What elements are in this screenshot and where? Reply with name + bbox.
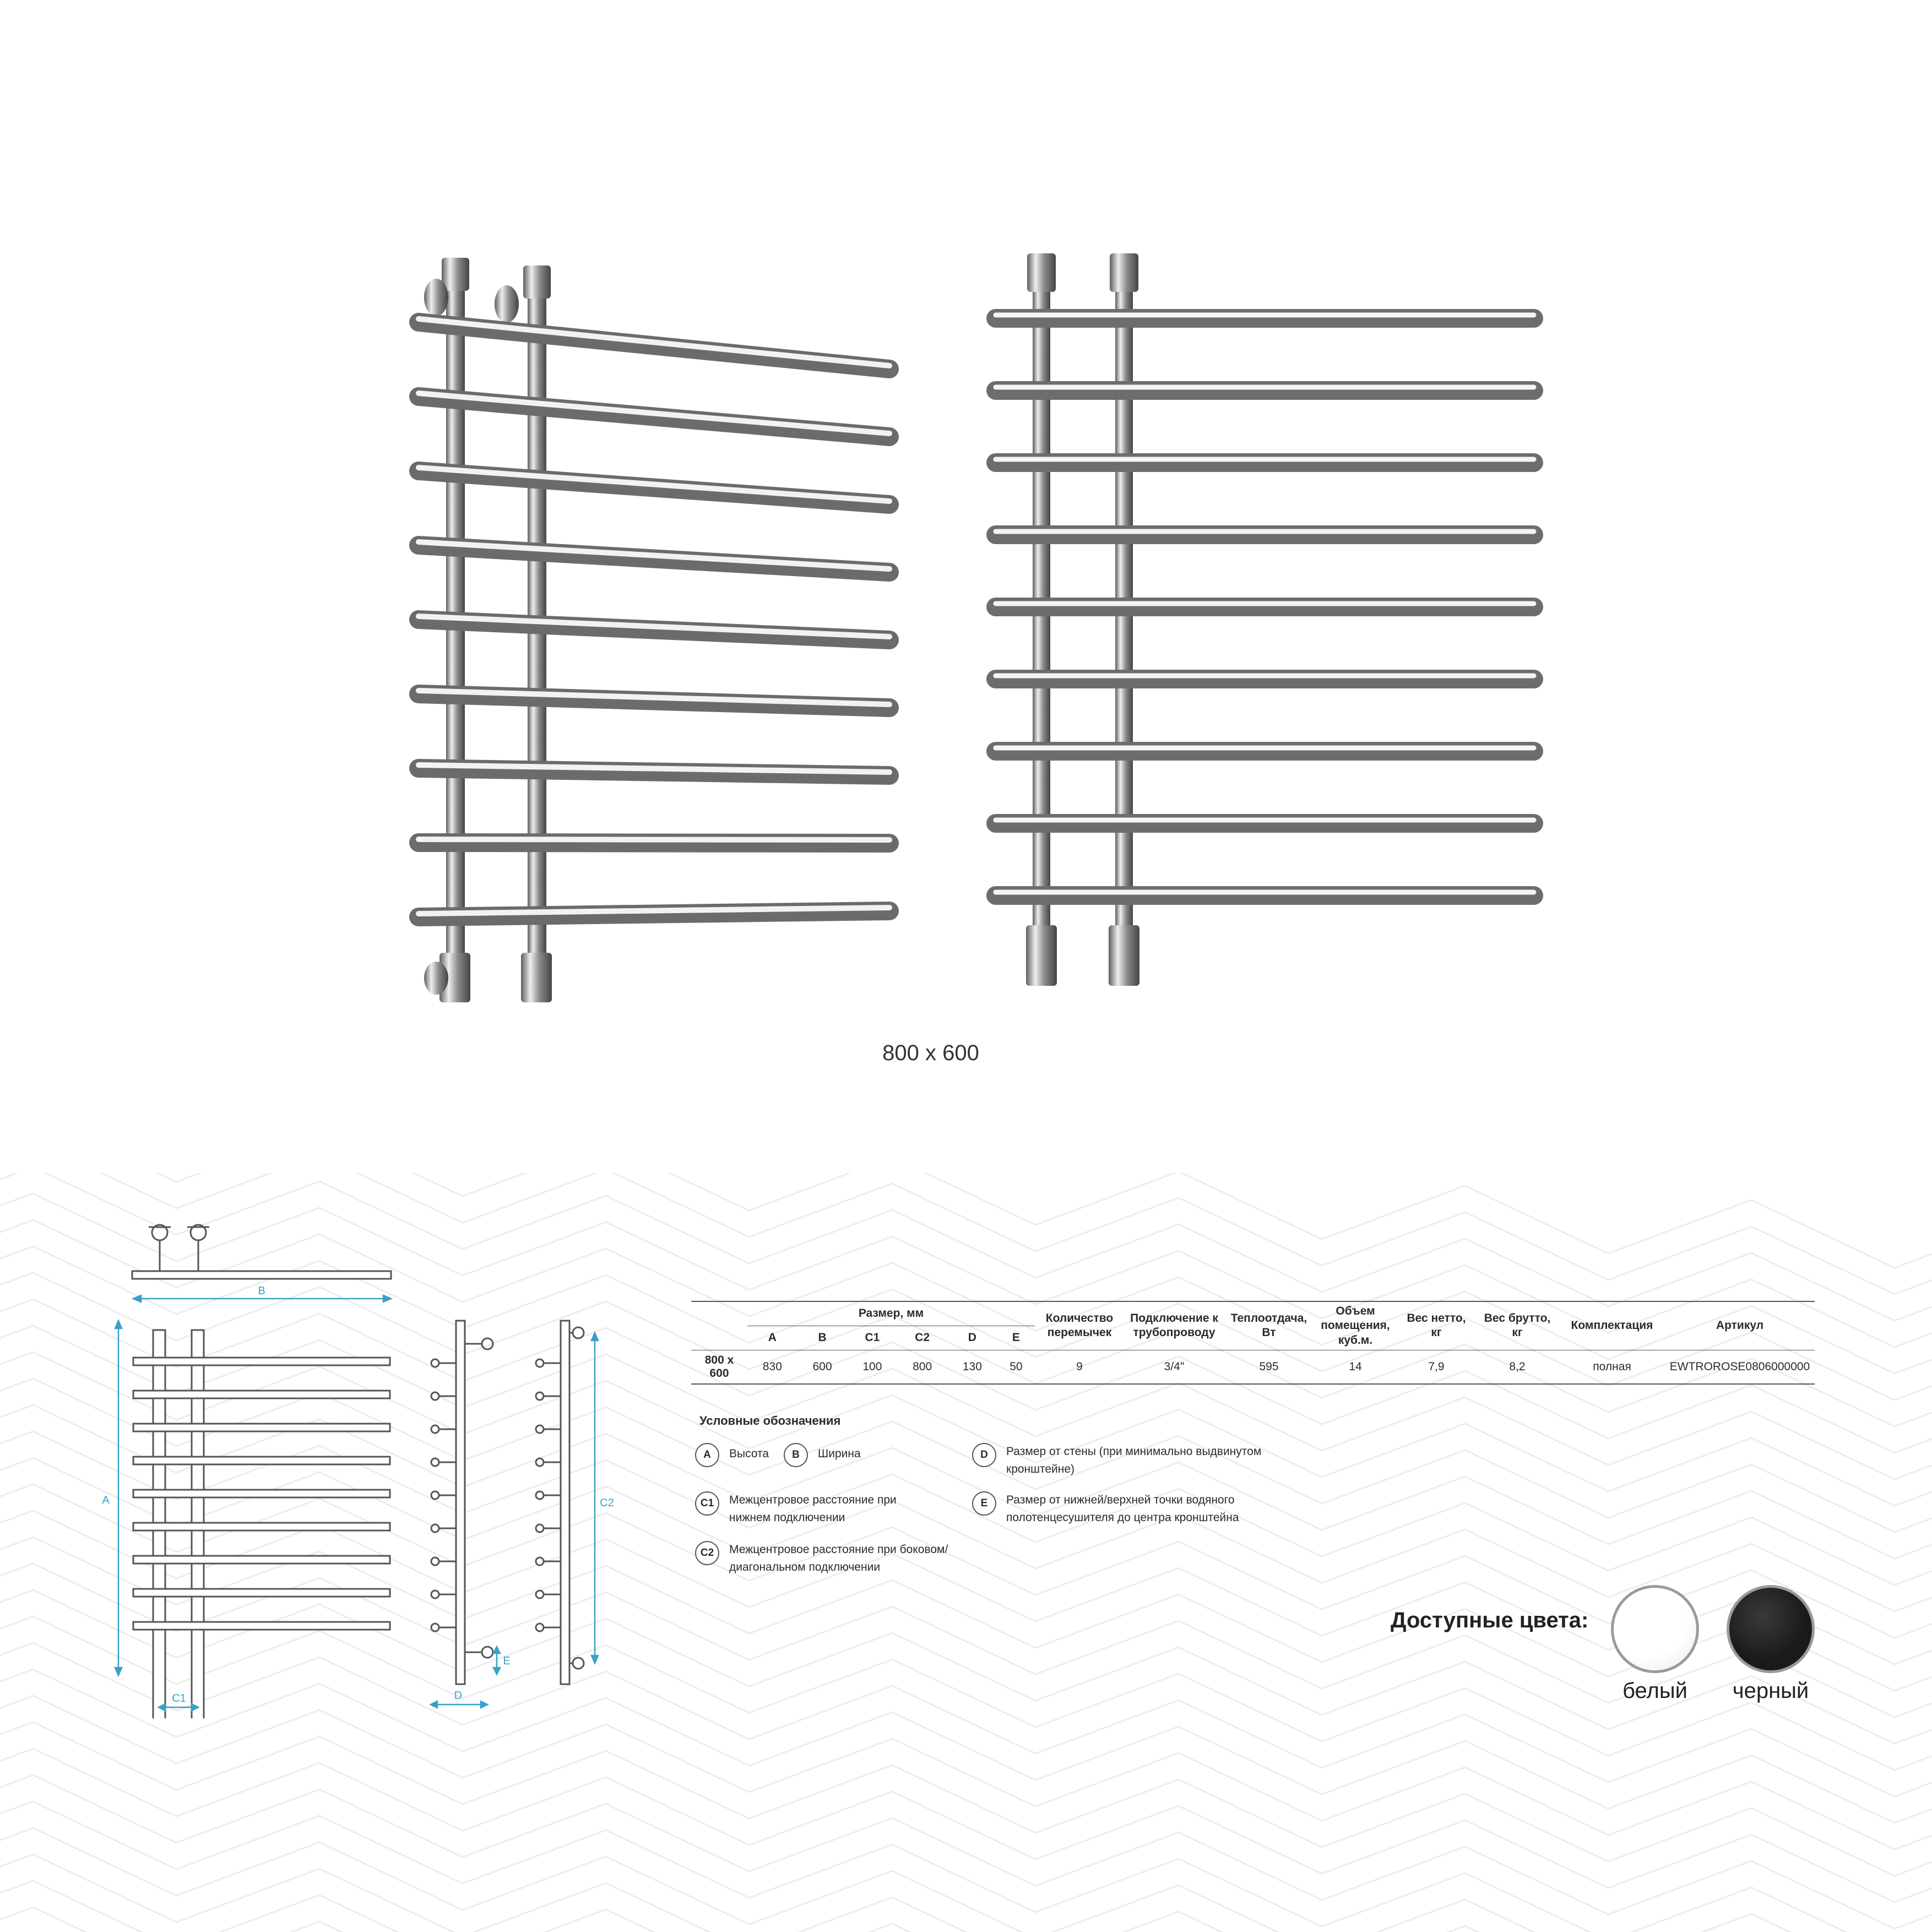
drawing-bar-end: [431, 1458, 561, 1466]
header-heat: Теплоотдача, Вт: [1224, 1301, 1314, 1350]
towel-bar: [996, 315, 1534, 318]
cell-kit: полная: [1559, 1350, 1665, 1384]
drawing-bar-end: [431, 1524, 561, 1532]
header-dim-a: A: [747, 1326, 797, 1350]
legend-text: Ширина: [818, 1447, 861, 1460]
drawing-bar: [133, 1490, 390, 1497]
legend-badge: D: [972, 1443, 996, 1467]
dim-label-c1: C1: [172, 1692, 186, 1705]
legend-badge: A: [695, 1443, 719, 1467]
drawing-bar-end: [431, 1491, 561, 1499]
pattern-line: [0, 1854, 1932, 1932]
pattern-line: [0, 1801, 1932, 1932]
legend-item-d: [972, 1443, 1280, 1478]
header-dim-e: E: [997, 1326, 1035, 1350]
drawing-bar: [133, 1424, 390, 1431]
header-volume: Объем помещения, куб.м.: [1314, 1301, 1397, 1350]
header-net-weight: Вес нетто, кг: [1397, 1301, 1475, 1350]
cell-heat: 595: [1224, 1350, 1314, 1384]
drawing-bar: [133, 1622, 390, 1630]
header-bridges: Количество перемычек: [1035, 1301, 1124, 1350]
header-dim-c2: C2: [897, 1326, 947, 1350]
towel-bar: [419, 393, 889, 437]
drawing-bar-end: [431, 1624, 561, 1631]
cell-connection: 3/4": [1124, 1350, 1224, 1384]
legend-item-e: [972, 1491, 1280, 1526]
size-group-header: Размер, мм: [747, 1301, 1035, 1326]
drawing-bar: [133, 1523, 390, 1531]
legend-text: Размер от нижней/верхней точки водяного полотенцесушителя до центра кронштейна: [1006, 1494, 1239, 1524]
legend-badge: C1: [695, 1491, 719, 1516]
towel-bar: [419, 616, 889, 640]
drawing-bar-end: [431, 1591, 561, 1598]
legend-badge: E: [972, 1491, 996, 1516]
cell-d: 130: [947, 1350, 997, 1384]
towel-bar: [419, 908, 889, 917]
towel-bar: [996, 676, 1534, 679]
legend-item-c2: [695, 1541, 948, 1576]
drawing-bar: [133, 1556, 390, 1564]
drawing-bar: [133, 1391, 390, 1398]
legend-text: Высота: [729, 1447, 769, 1460]
towel-bar: [996, 820, 1534, 823]
dimension-drawing-front: [94, 1212, 424, 1718]
towel-bar: [419, 542, 889, 572]
colors-title: Доступные цвета:: [1391, 1608, 1589, 1632]
dim-label-c2: C2: [600, 1497, 614, 1509]
spec-table: [691, 1301, 1815, 1385]
dim-label-e: E: [503, 1655, 511, 1667]
towel-bar: [419, 691, 889, 708]
color-label-black: черный: [1732, 1679, 1809, 1703]
drawing-bar-end: [431, 1557, 561, 1565]
towel-bar: [419, 319, 889, 369]
legend-text: Межцентровое расстояние при боковом/диагональном подключении: [729, 1543, 948, 1573]
dim-label-b: B: [258, 1285, 265, 1297]
dim-label-d: D: [454, 1690, 463, 1702]
legend-badge: B: [784, 1443, 808, 1467]
cell-c1: 100: [848, 1350, 898, 1384]
towel-bar: [996, 531, 1534, 535]
cell-c2: 800: [897, 1350, 947, 1384]
cell-bridges: 9: [1035, 1350, 1124, 1384]
legend-title: Условные обозначения: [699, 1414, 841, 1428]
legend-badge: C2: [695, 1541, 719, 1565]
drawing-bar: [133, 1589, 390, 1597]
towel-bar: [996, 459, 1534, 463]
color-swatch-white[interactable]: [1611, 1585, 1699, 1673]
legend-text: Размер от стены (при минимально выдвинутом кронштейне): [1006, 1445, 1262, 1475]
towel-bar: [419, 839, 889, 843]
cell-a: 830: [747, 1350, 797, 1384]
legend-item-c1: [695, 1491, 937, 1526]
drawing-bar-end: [431, 1425, 561, 1433]
towel-rail-photo-angled: [397, 242, 903, 1024]
drawing-bar-end: [431, 1392, 561, 1400]
drawing-bar-end: [431, 1359, 561, 1367]
legend-text: Межцентровое расстояние при нижнем подключении: [729, 1494, 897, 1524]
header-dim-c1: C1: [848, 1326, 898, 1350]
cell-article: EWTROROSE0806000000: [1665, 1350, 1815, 1384]
drawing-bar: [133, 1457, 390, 1464]
table-row: [691, 1350, 1815, 1384]
cell-b: 600: [797, 1350, 848, 1384]
towel-bar: [996, 748, 1534, 751]
color-swatch-black[interactable]: [1727, 1585, 1815, 1673]
color-label-white: белый: [1622, 1679, 1687, 1703]
cell-e: 50: [997, 1350, 1035, 1384]
towel-rail-photo-front: [980, 242, 1553, 1024]
header-dim-d: D: [947, 1326, 997, 1350]
legend-item-b: [784, 1443, 861, 1467]
cell-gross: 8,2: [1475, 1350, 1559, 1384]
size-caption: 800 x 600: [882, 1041, 979, 1065]
header-connection: Подключение к трубопроводу: [1124, 1301, 1224, 1350]
towel-bar: [419, 765, 889, 775]
drawing-bar: [133, 1358, 390, 1365]
header-dim-b: B: [797, 1326, 848, 1350]
cell-net: 7,9: [1397, 1350, 1475, 1384]
dimension-drawing-side: [419, 1311, 617, 1718]
cell-volume: 14: [1314, 1350, 1397, 1384]
towel-bar: [996, 892, 1534, 896]
header-gross-weight: Вес брутто, кг: [1475, 1301, 1559, 1350]
dim-label-a: A: [102, 1494, 110, 1506]
towel-bar: [996, 604, 1534, 607]
towel-bar: [419, 468, 889, 504]
legend-item-a: [695, 1443, 769, 1467]
header-article: Артикул: [1665, 1301, 1815, 1350]
header-kit: Комплектация: [1559, 1301, 1665, 1350]
cell-size: 800 х 600: [691, 1350, 747, 1384]
towel-bar: [996, 387, 1534, 390]
